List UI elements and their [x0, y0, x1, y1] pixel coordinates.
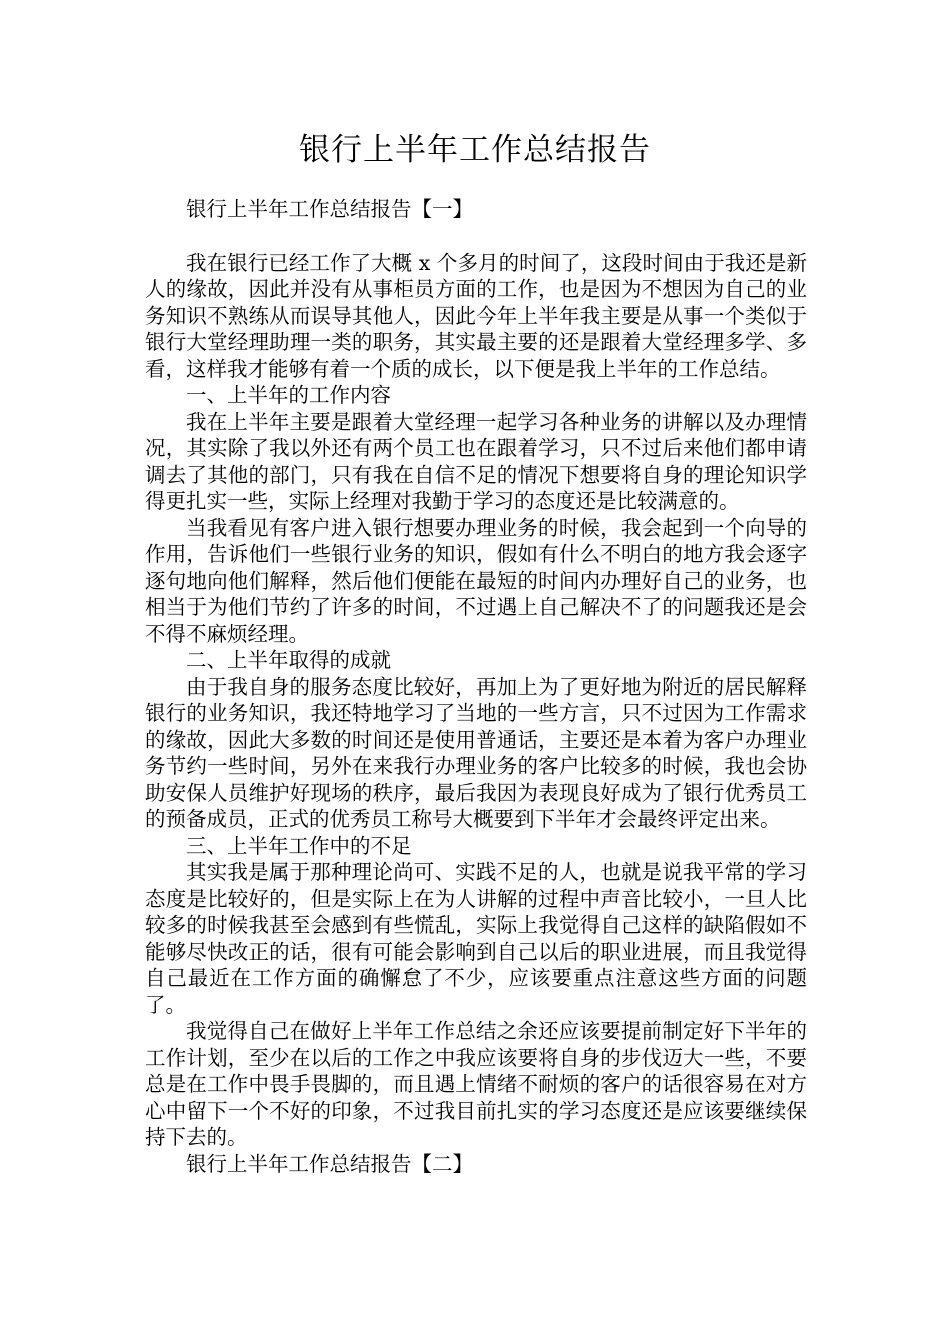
section-1-heading: 一、上半年的工作内容	[186, 383, 391, 407]
section-2-paragraph-1: 由于我自身的服务态度比较好，再加上为了更好地为附近的居民解释银行的业务知识，我还特地学习了当地的一些方言，只不过因为工作需求的缘故，因此大多数的时间还是使用普通话，主要还是本着为客户办理业务节约一些时间，另外在来我行办理业务的客户比较多的时候，我也会协助安保人员维护好现场的秩序，最后我因为表现良好成为了银行优秀员工的预备成员，正式的优秀员工称号大概要到下半年才会最终评定出来。	[145, 674, 807, 831]
paragraph-gap	[145, 223, 807, 250]
section-3-heading: 三、上半年工作中的不足	[186, 833, 412, 858]
report-two-heading: 银行上半年工作总结报告【二】	[186, 1151, 473, 1176]
document-body	[145, 196, 807, 1177]
document-title: 银行上半年工作总结报告	[299, 132, 651, 168]
section-1-paragraph-2: 当我看见有客户进入银行想要办理业务的时候，我会起到一个向导的作用，告诉他们一些银行业务的知识，假如有什么不明白的地方我会逐字逐句地向他们解释，然后他们便能在最短的时间内办理好自己的业务，也相当于为他们节约了许多的时间，不过遇上自己解决不了的问题我还是会不得不麻烦经理。	[145, 515, 807, 646]
section-1-paragraph-1: 我在上半年主要是跟着大堂经理一起学习各种业务的讲解以及办理情况，其实除了我以外还有两个员工也在跟着学习，只不过后来他们都申请调去了其他的部门，只有我在自信不足的情况下想要将自身的理论知识学得更扎实一些，实际上经理对我勤于学习的态度还是比较满意的。	[145, 409, 807, 513]
section-3-paragraph-1: 其实我是属于那种理论尚可、实践不足的人，也就是说我平常的学习态度是比较好的，但是实际上在为人讲解的过程中声音比较小，一旦人比较多的时候我甚至会感到有些慌乱，实际上我觉得自己这样的缺陷假如不能够尽快改正的话，很有可能会影响到自己以后的职业进展，而且我觉得自己最近在工作方面的确懈怠了不少，应该要重点注意这些方面的问题了。	[145, 860, 807, 1017]
section-3-paragraph-2: 我觉得自己在做好上半年工作总结之余还应该要提前制定好下半年的工作计划，至少在以后的工作之中我应该要将自身的步伐迈大一些，不要总是在工作中畏手畏脚的，而且遇上情绪不耐烦的客户的话很容易在对方心中留下一个不好的印象，不过我目前扎实的学习态度还是应该要继续保持下去的。	[145, 1019, 807, 1149]
intro-paragraph: 我在银行已经工作了大概 x 个多月的时间了，这段时间由于我还是新人的缘故，因此并没有从事柜员方面的工作，也是因为不想因为自己的业务知识不熟练从而误导其他人，因此今年上半年我主要是从事一个类似于银行大堂经理助理一类的职务，其实最主要的还是跟着大堂经理多学、多看，这样我才能够有着一个质的成长，以下便是我上半年的工作总结。	[145, 250, 807, 381]
report-one-heading: 银行上半年工作总结报告【一】	[186, 197, 473, 221]
section-2-heading: 二、上半年取得的成就	[186, 648, 391, 672]
